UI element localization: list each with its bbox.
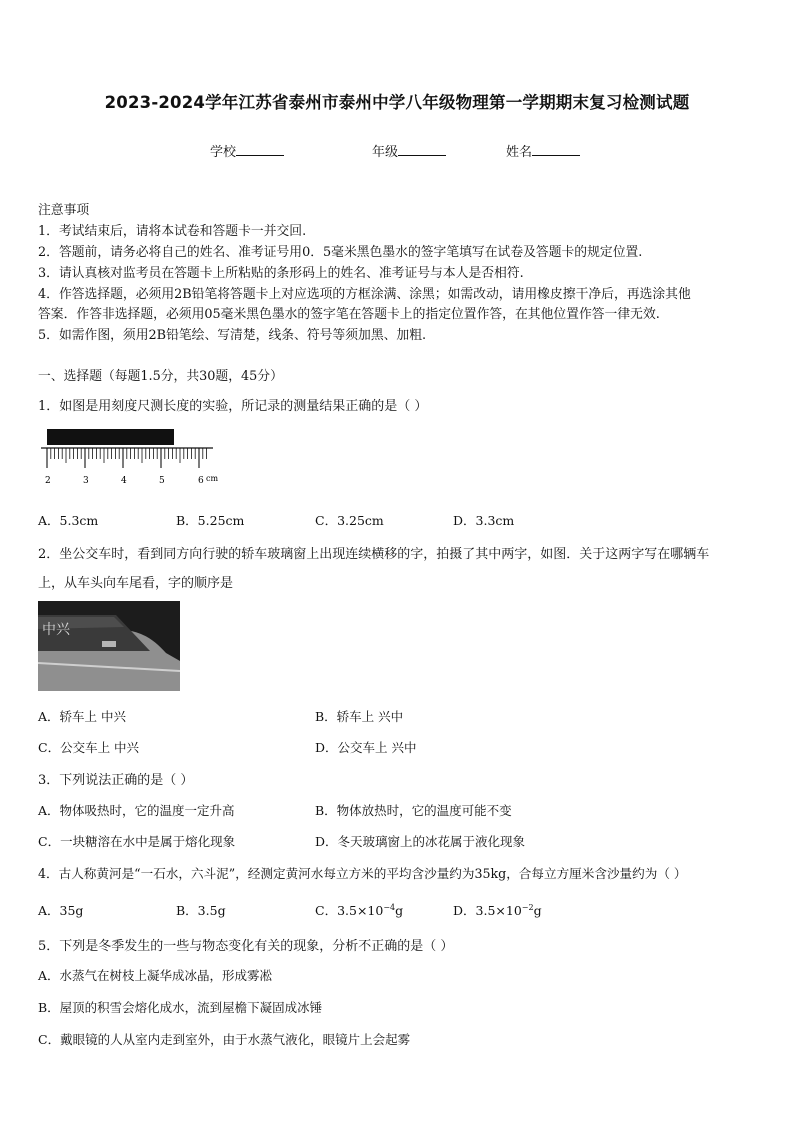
q2-option-b[interactable]: B．轿车上 兴中	[315, 709, 404, 724]
side-mirror	[102, 641, 116, 647]
school-blank[interactable]	[236, 143, 284, 156]
ruler-label: 6	[198, 476, 204, 486]
car-photo	[38, 601, 180, 691]
q5-option-b[interactable]: B．屋顶的积雪会熔化成水，流到屋檐下凝固成冰锤	[38, 1000, 323, 1015]
section-heading: 一、选择题（每题1.5分，共30题，45分）	[38, 369, 283, 384]
ruler-label: 5	[159, 476, 165, 486]
q4-option-d-unit: g	[533, 903, 542, 918]
measured-object	[47, 429, 174, 445]
name-field	[506, 141, 580, 160]
question-2-stem-line1: 2．坐公交车时，看到同方向行驶的轿车玻璃窗上出现连续横移的字，拍摄了其中两字，如图．关于这两字写在哪辆车	[38, 547, 710, 562]
grade-field	[372, 141, 446, 160]
note-item: 答案．作答非选择题，必须用05毫米黑色墨水的签字笔在答题卡上的指定位置作答，在其他位置作答一律无效.	[38, 307, 660, 322]
note-item: 1．考试结束后，请将本试卷和答题卡一并交回.	[38, 224, 307, 239]
ruler-ticks	[47, 448, 207, 468]
note-item: 2．答题前，请务必将自己的姓名、准考证号用0．5毫米黑色墨水的签字笔填写在试卷及答题卡的规定位置.	[38, 245, 643, 260]
ruler-label: 3	[83, 476, 89, 486]
question-3-stem: 3．下列说法正确的是（ ）	[38, 773, 194, 788]
q4-option-a[interactable]: A．35g	[38, 903, 84, 918]
name-label: 姓名	[506, 145, 533, 160]
q4-option-c-unit: g	[395, 903, 404, 918]
q2-option-d[interactable]: D．公交车上 兴中	[315, 740, 417, 755]
q4-option-c[interactable]	[315, 901, 403, 919]
q1-option-d[interactable]: D．3.3cm	[453, 513, 515, 528]
name-blank[interactable]	[532, 143, 580, 156]
q2-option-a[interactable]: A．轿车上 中兴	[38, 709, 127, 724]
window-text: 中兴	[42, 622, 70, 638]
question-2-stem-line2: 上，从车头向车尾看，字的顺序是	[38, 576, 234, 591]
q1-option-c[interactable]: C．3.25cm	[315, 513, 384, 528]
school-label: 学校	[210, 145, 237, 160]
q3-option-d[interactable]: D．冬天玻璃窗上的冰花属于液化现象	[315, 834, 526, 849]
q1-option-b[interactable]: B．5.25cm	[176, 513, 245, 528]
ruler-label: 2	[45, 476, 51, 486]
question-4-stem: 4．古人称黄河是“一石水，六斗泥”，经测定黄河水每立方米的平均含沙量约为35kg，合每立方厘米含沙量约为（ ）	[38, 866, 687, 881]
note-item: 5．如需作图，须用2B铅笔绘、写清楚，线条、符号等须加黑、加粗.	[38, 328, 427, 343]
question-1-stem: 1．如图是用刻度尺测长度的实验，所记录的测量结果正确的是（ ）	[38, 399, 428, 414]
grade-label: 年级	[372, 145, 399, 160]
page-title: 2023-2024学年江苏省泰州市泰州中学八年级物理第一学期期末复习检测试题	[104, 93, 690, 112]
q4-option-d-base: D．3.5×10	[453, 903, 522, 918]
ruler-figure	[38, 428, 228, 490]
ruler-unit: cm	[206, 474, 219, 483]
school-field	[210, 141, 284, 160]
q1-option-a[interactable]: A．5.3cm	[38, 513, 99, 528]
q5-option-c[interactable]: C．戴眼镜的人从室内走到室外，由于水蒸气液化，眼镜片上会起雾	[38, 1032, 411, 1047]
question-5-stem: 5．下列是冬季发生的一些与物态变化有关的现象，分析不正确的是（ ）	[38, 939, 454, 954]
q4-option-c-exponent: −4	[383, 902, 396, 912]
q4-option-d-exponent: −2	[521, 902, 534, 912]
q3-option-a[interactable]: A．物体吸热时，它的温度一定升高	[38, 803, 235, 818]
notes-heading: 注意事项	[38, 203, 90, 218]
ruler-label: 4	[121, 476, 127, 486]
q3-option-c[interactable]: C．一块糖溶在水中是属于熔化现象	[38, 834, 236, 849]
q5-option-a[interactable]: A．水蒸气在树枝上凝华成冰晶，形成雾凇	[38, 968, 273, 983]
note-item: 3．请认真核对监考员在答题卡上所粘贴的条形码上的姓名、准考证号与本人是否相符.	[38, 266, 524, 281]
q3-option-b[interactable]: B．物体放热时，它的温度可能不变	[315, 803, 512, 818]
grade-blank[interactable]	[398, 143, 446, 156]
q2-option-c[interactable]: C．公交车上 中兴	[38, 740, 140, 755]
q4-option-b[interactable]: B．3.5g	[176, 903, 226, 918]
q4-option-c-base: C．3.5×10	[315, 903, 384, 918]
note-item: 4．作答选择题，必须用2B铅笔将答题卡上对应选项的方框涂满、涂黑；如需改动，请用橡皮擦干净后，再选涂其他	[38, 287, 691, 302]
q4-option-d[interactable]	[453, 901, 542, 919]
